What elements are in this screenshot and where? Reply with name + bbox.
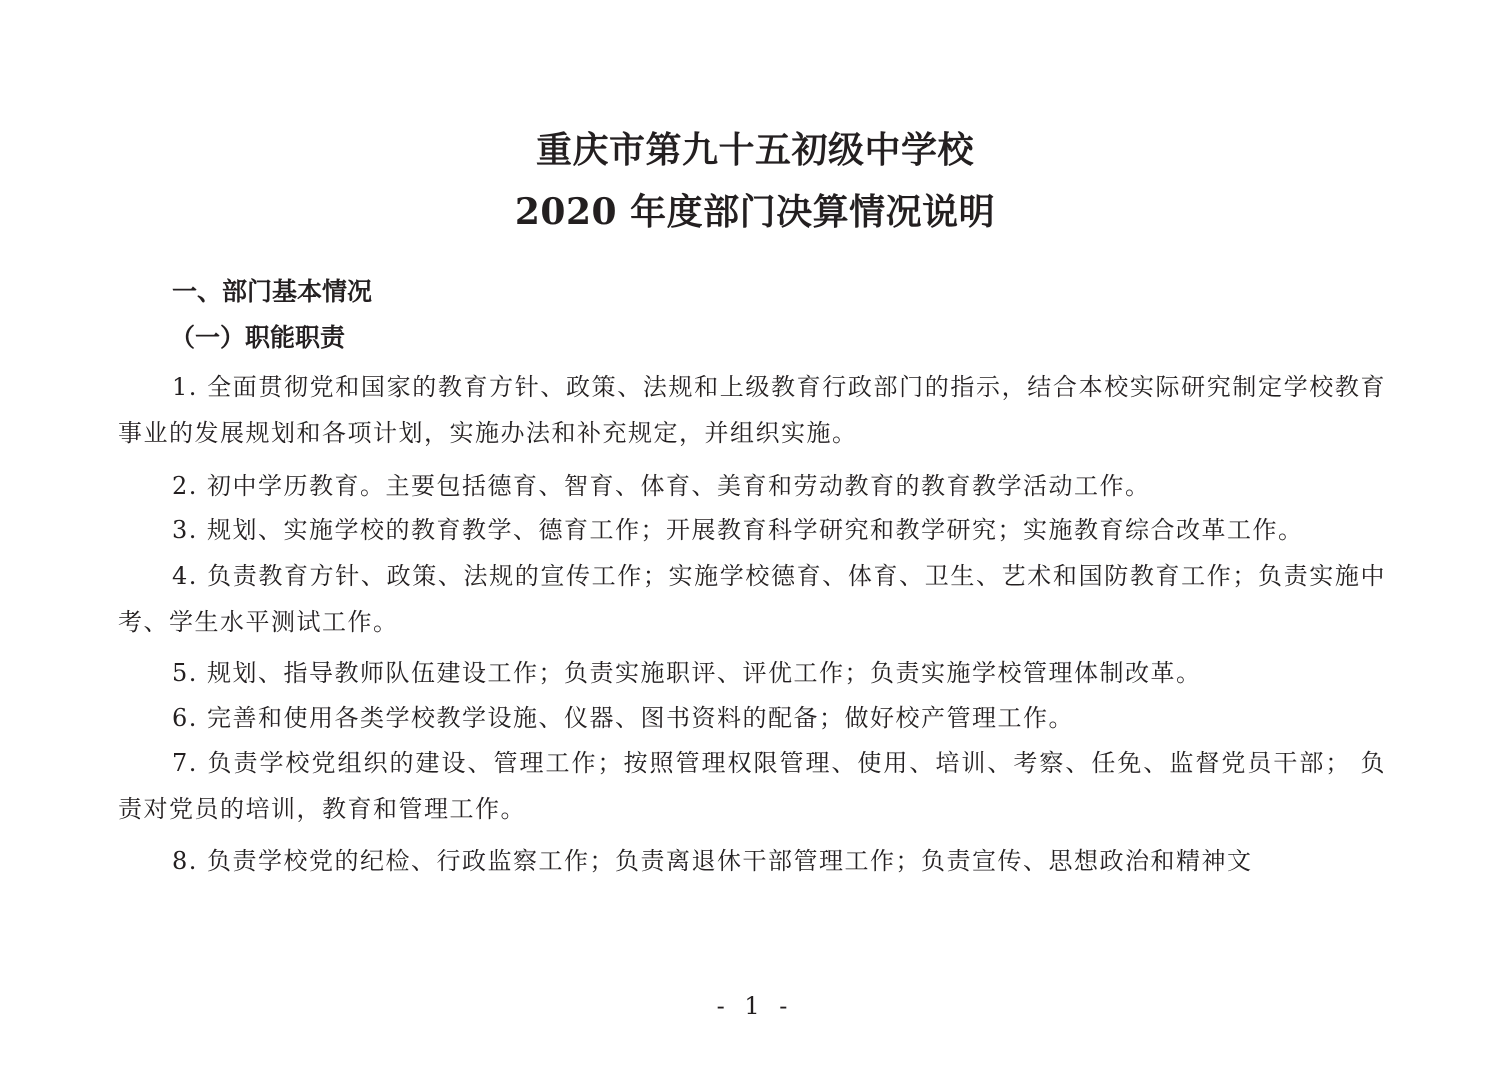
paragraph-4: 4. 负责教育方针、政策、法规的宣传工作；实施学校德育、体育、卫生、艺术和国防教育工作；负责实施中考、学生水平测试工作。: [118, 562, 1386, 636]
paragraph-3: 3. 规划、实施学校的教育教学、德育工作；开展教育科学研究和教学研究；实施教育综合改革工作。: [172, 516, 1304, 544]
paragraph-7: 7. 负责学校党组织的建设、管理工作；按照管理权限管理、使用、培训、考察、任免、监督党员干部； 负责对党员的培训，教育和管理工作。: [118, 749, 1386, 823]
paragraph-6: 6. 完善和使用各类学校教学设施、仪器、图书资料的配备；做好校产管理工作。: [172, 704, 1075, 732]
subsection-heading: （一）职能职责: [170, 323, 346, 352]
document-title-line2: 2020 年度部门决算情况说明: [514, 191, 996, 233]
paragraph-5: 5. 规划、指导教师队伍建设工作；负责实施职评、评优工作；负责实施学校管理体制改革。: [172, 659, 1202, 687]
paragraph-8: 8. 负责学校党的纪检、行政监察工作；负责离退休干部管理工作；负责宣传、思想政治和精神文: [172, 847, 1253, 875]
document-title-line1: 重庆市第九十五初级中学校: [535, 129, 974, 171]
paragraph-1: 1. 全面贯彻党和国家的教育方针、政策、法规和上级教育行政部门的指示，结合本校实际研究制定学校教育事业的发展规划和各项计划，实施办法和补充规定，并组织实施。: [118, 373, 1386, 447]
page-number: - 1 -: [716, 992, 794, 1020]
section-heading: 一、部门基本情况: [172, 277, 373, 306]
paragraph-2: 2. 初中学历教育。主要包括德育、智育、体育、美育和劳动教育的教育教学活动工作。: [172, 472, 1151, 500]
